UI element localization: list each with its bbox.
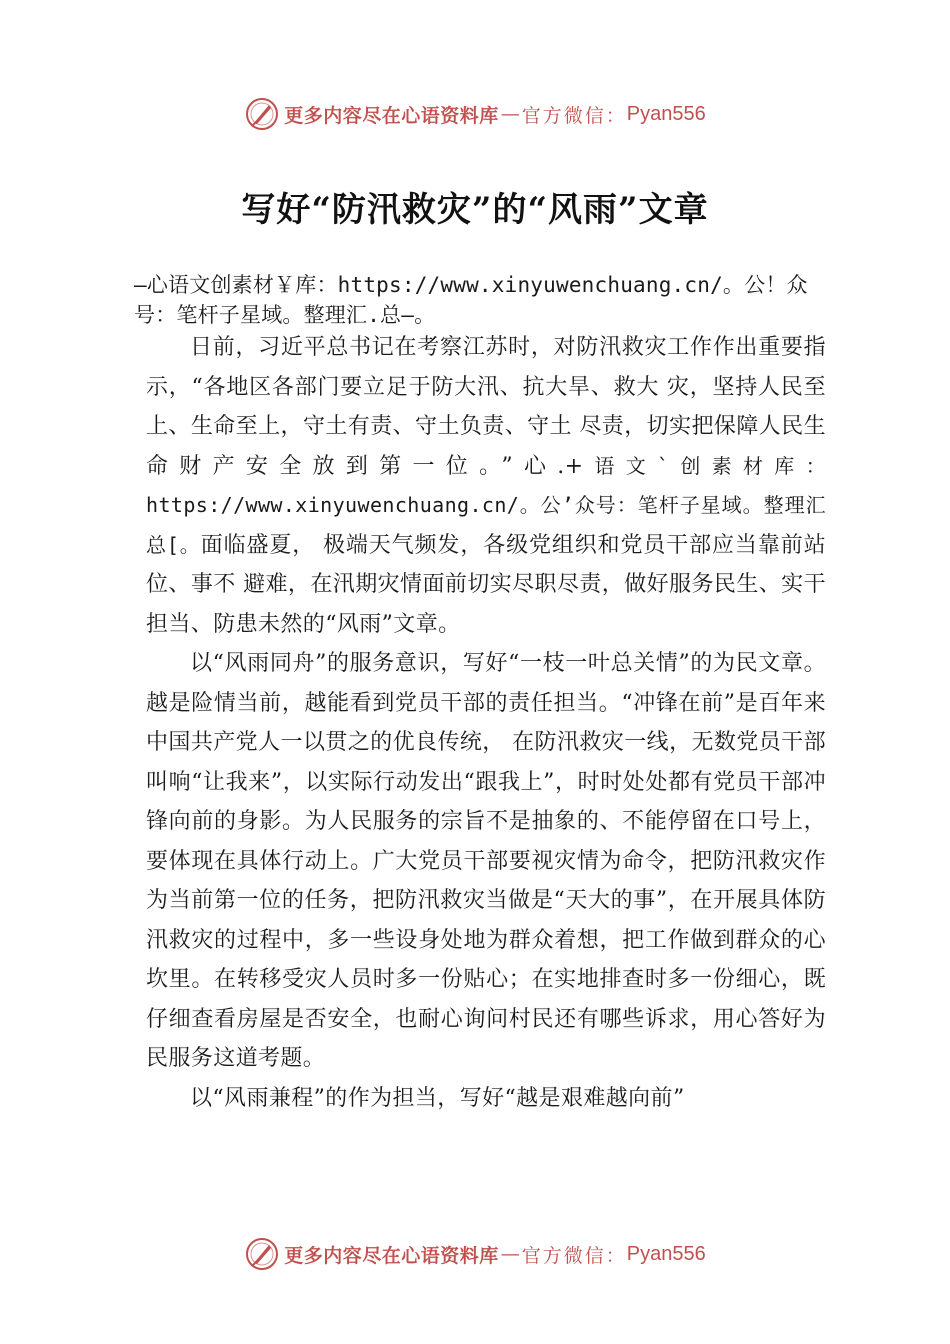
header-banner bbox=[0, 94, 950, 134]
paragraph-2: 以“风雨同舟”的服务意识，写好“一枝一叶总关情”的为民文章。越是险情当前，越能看到党员干部的责任担当。“冲锋在前”是百年来中国共产党人一以贯之的优良传统， 在防汛救灾一线，无数党员干部叫响“让我来”，以实际行动发出“跟我上”，时时处处都有党员干部冲锋向前的身影。为人民服务的宗旨不是抽象的、不能停留在口号上，要体现在具体行动上。广大党员干部要视灾情为命令，把防汛救灾作为当前第一位的任务，把防汛救灾当做是“天大的事”，在开展具体防汛救灾的过程中，多一些设身处地为群众着想，把工作做到群众的心坎里。在转移受灾人员时多一份贴心；在实地排查时多一份细心，既仔细查看房屋是否安全，也耐心询问村民还有哪些诉求，用心答好为民服务这道考题。 bbox=[146, 651, 826, 1071]
document-title: 写好“防汛救灾”的“风雨”文章 bbox=[241, 190, 709, 230]
footer-banner bbox=[0, 1234, 950, 1274]
article-body bbox=[146, 328, 826, 1118]
banner-brand: 更多内容尽在心语资料库 bbox=[284, 104, 499, 127]
banner-wechat-id: Pyan556 bbox=[626, 1242, 706, 1265]
paragraph-3: 以“风雨兼程”的作为担当，写好“越是艰难越向前” bbox=[190, 1085, 685, 1111]
quill-logo-icon bbox=[244, 96, 280, 132]
quill-logo-icon bbox=[244, 1236, 280, 1272]
banner-wechat-label: 官方微信： bbox=[521, 104, 627, 127]
banner-separator: — bbox=[500, 1243, 520, 1265]
paragraph-1 bbox=[146, 328, 826, 644]
banner-separator: — bbox=[500, 103, 520, 125]
paragraph-1-source: 语文`创素材库：https://www.xinyuwenchuang.cn/。公’众号：笔杆子星域。整理汇总[。 bbox=[146, 453, 826, 557]
banner-wechat-id: Pyan556 bbox=[626, 102, 706, 125]
paragraph-1-tail: 面临盛夏， 极端天气频发，各级党组织和党员干部应当靠前站位、事不 避难，在汛期灾情面前切实尽职尽责，做好服务民生、实干 担当、防患未然的“风雨”文章。 bbox=[146, 532, 826, 637]
banner-wechat-label: 官方微信： bbox=[521, 1244, 627, 1267]
paragraph-1-text: 日前，习近平总书记在考察江苏时，对防汛救灾工作作出重要指示，“各地区各部门要立足于防大汛、抗大旱、救大 灾，坚持人民至上、生命至上，守土有责、守土负责、守土 尽责，切实把保障人民生命财产安全放到第一位。”心.+ bbox=[146, 335, 826, 479]
intro-line: —心语文创素材￥库：https://www.xinyuwenchuang.cn/。公！众号：笔杆子星域。整理汇.总—。 bbox=[134, 273, 808, 327]
banner-brand: 更多内容尽在心语资料库 bbox=[284, 1244, 499, 1267]
